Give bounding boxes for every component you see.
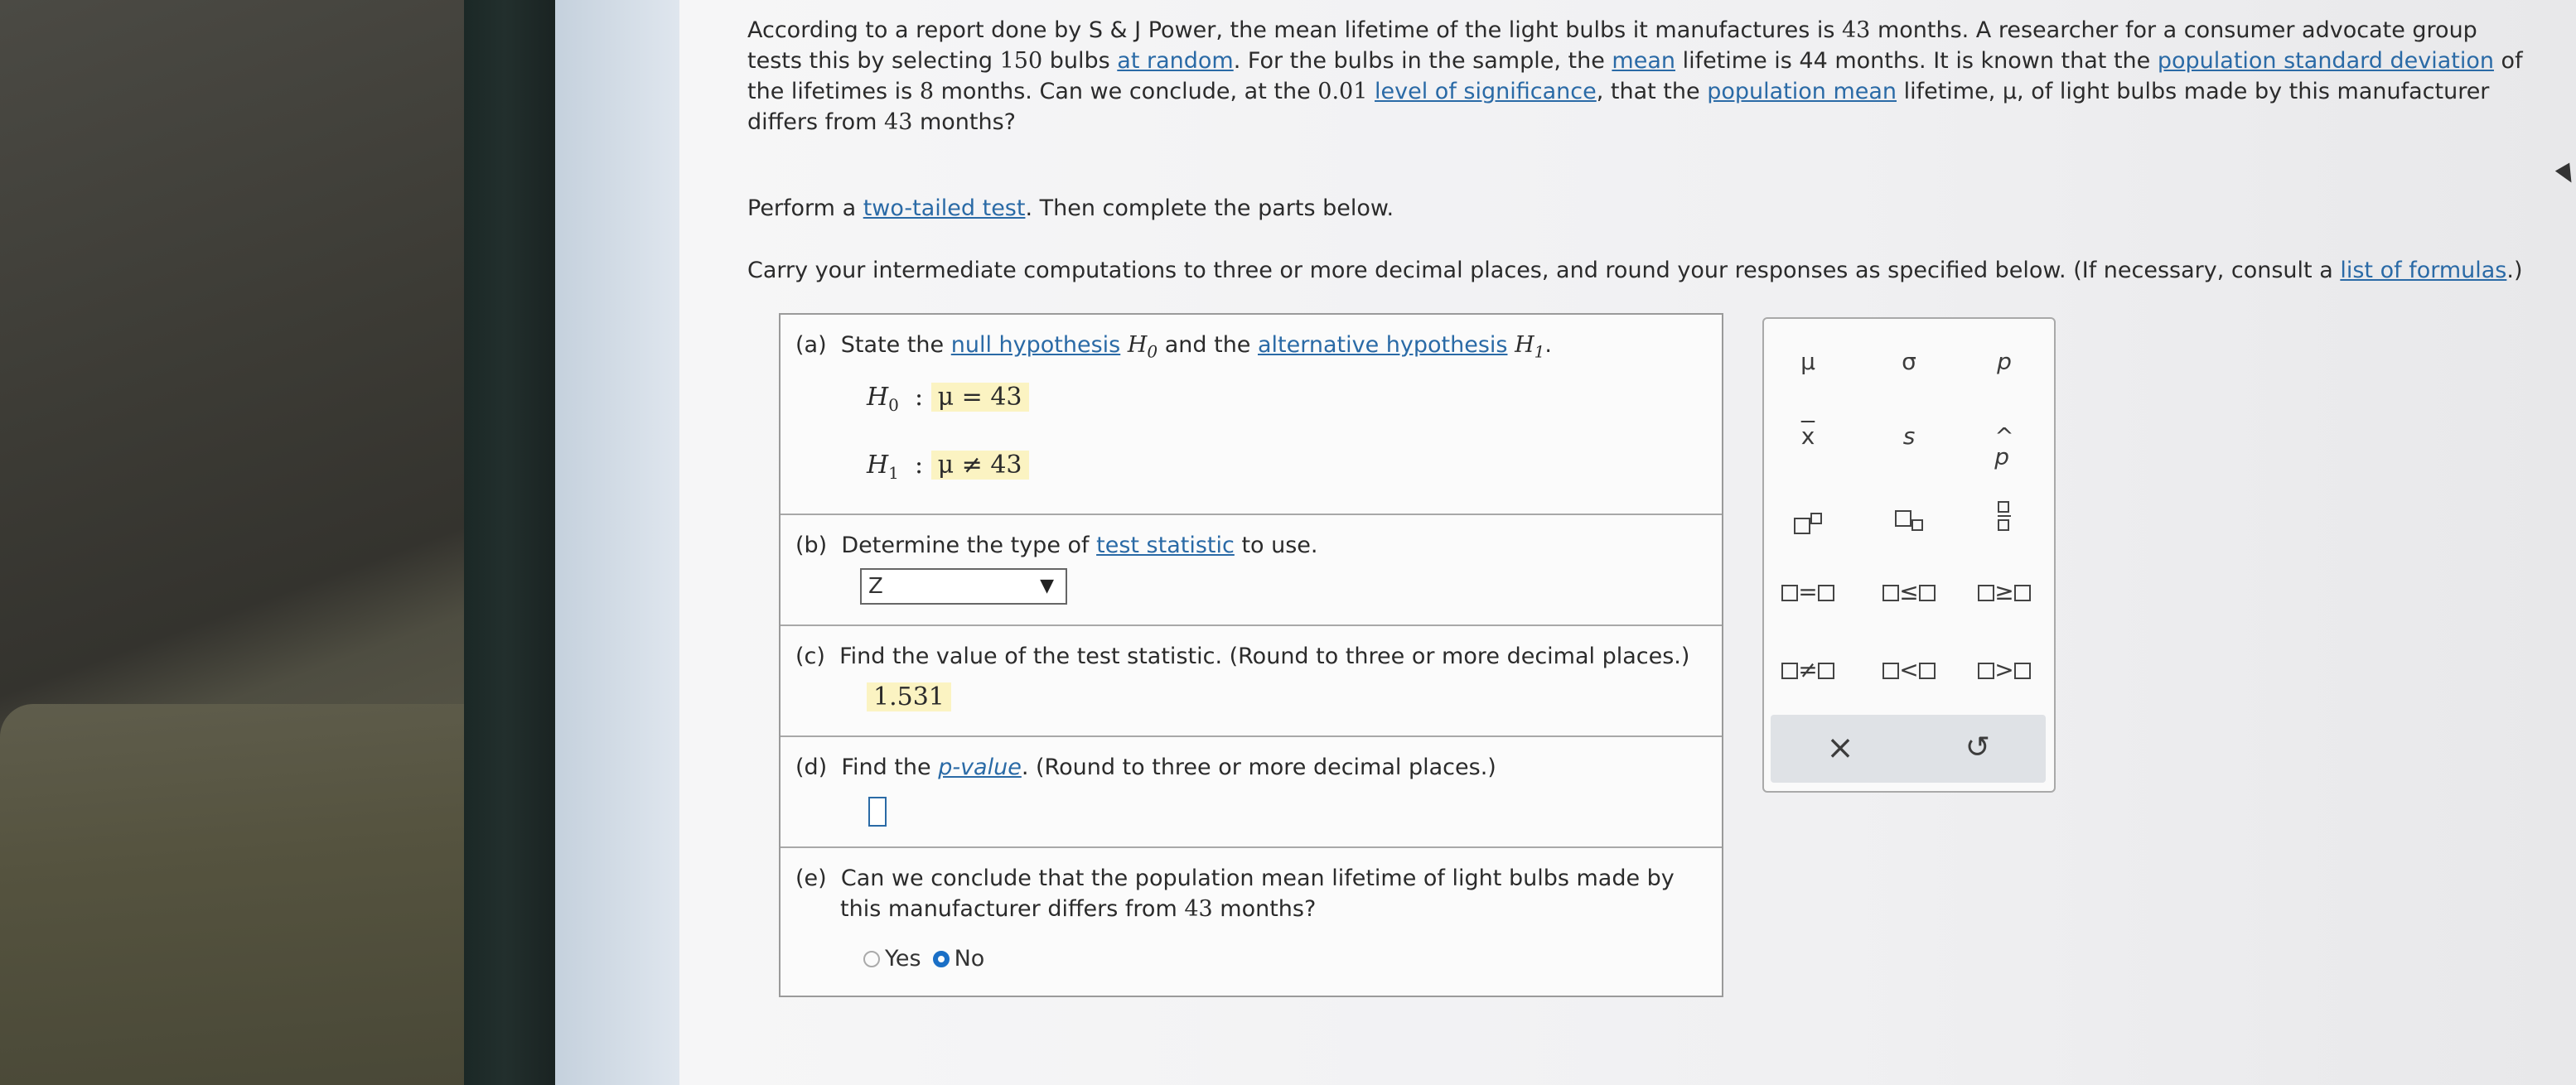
h1-value[interactable]: μ ≠ 43 bbox=[931, 451, 1029, 480]
alternative-hypothesis-answer[interactable]: $H_1$ : μ ≠ 43 bbox=[867, 451, 1029, 483]
part-d-question: (d) Find the p-value. (Round to three or more decimal places.) bbox=[795, 755, 1496, 780]
superscript-button[interactable] bbox=[1766, 493, 1849, 542]
test-statistic-select[interactable]: Z ▼ bbox=[860, 568, 1067, 605]
undo-icon[interactable]: ↺ bbox=[1965, 731, 1991, 764]
screen-margin bbox=[555, 0, 679, 1085]
link-null-hypothesis[interactable]: null hypothesis bbox=[950, 332, 1121, 358]
less-equal-button[interactable]: ≤ bbox=[1868, 567, 1950, 617]
answer-box bbox=[779, 313, 1723, 997]
link-level-of-significance[interactable]: level of significance bbox=[1375, 79, 1597, 104]
palette-action-bar bbox=[1771, 715, 2046, 783]
radio-yes-label[interactable]: Yes bbox=[885, 946, 921, 972]
mu-button[interactable]: μ bbox=[1800, 348, 1815, 375]
link-two-tailed-test[interactable]: two-tailed test bbox=[863, 195, 1026, 221]
radio-no[interactable] bbox=[933, 951, 950, 967]
part-a-question: (a) State the null hypothesis $H_0$ and the alternative hypothesis $H_1$. bbox=[795, 332, 1552, 362]
instruction-carry: Carry your intermediate computations to three or more decimal places, and round your responses as specified below. (If necessary, consult a list of formulas.) bbox=[747, 258, 2523, 283]
link-alternative-hypothesis[interactable]: alternative hypothesis bbox=[1258, 332, 1508, 358]
part-b bbox=[781, 515, 1722, 626]
background-photo-fold bbox=[0, 704, 497, 1085]
problem-statement: According to a report done by S & J Power, the mean lifetime of the light bulbs it manufactures is 43 months. A researcher for a consumer advocate group tests this by selecting 150 bulbs at random. For the bulbs in the sample, the mean lifetime is 44 months. It is known that the population standard deviation of the lifetimes is 8 months. Can we conclude, at the 0.01 level of significance, that the population mean lifetime, μ, of light bulbs made by this manufacturer differs from 43 months? bbox=[747, 17, 2523, 135]
fraction-button[interactable] bbox=[1963, 493, 2046, 542]
sigma-button[interactable]: σ bbox=[1902, 348, 1916, 375]
instruction-perform: Perform a two-tailed test. Then complete the parts below. bbox=[747, 195, 1394, 221]
subscript-button[interactable] bbox=[1868, 493, 1950, 542]
part-e-question: (e) Can we conclude that the population mean lifetime of light bulbs made by this manufacturer differs from 43 months? bbox=[795, 866, 1675, 922]
link-at-random[interactable]: at random bbox=[1117, 48, 1234, 74]
less-than-button[interactable]: < bbox=[1868, 645, 1950, 695]
greater-than-button[interactable]: > bbox=[1963, 645, 2046, 695]
symbol-palette bbox=[1762, 317, 2056, 793]
link-mean[interactable]: mean bbox=[1612, 48, 1675, 74]
test-statistic-input[interactable]: 1.531 bbox=[867, 682, 951, 711]
link-test-statistic[interactable]: test statistic bbox=[1096, 533, 1235, 558]
part-c-question: (c) Find the value of the test statistic. (Round to three or more decimal places.) bbox=[795, 644, 1690, 669]
radio-no-label[interactable]: No bbox=[954, 946, 985, 972]
part-e bbox=[781, 848, 1722, 994]
p-button[interactable]: p bbox=[1997, 348, 2012, 375]
link-p-value[interactable]: p-value bbox=[938, 755, 1022, 780]
equals-button[interactable]: = bbox=[1766, 567, 1849, 617]
not-equal-button[interactable]: ≠ bbox=[1766, 645, 1849, 695]
link-list-of-formulas[interactable]: list of formulas bbox=[2340, 258, 2507, 283]
p-hat-button[interactable]: ^ p bbox=[1994, 422, 2014, 470]
dropdown-caret-icon: ▼ bbox=[1040, 576, 1054, 596]
conclusion-radio-group bbox=[863, 946, 984, 972]
part-c bbox=[781, 626, 1722, 737]
clear-icon[interactable]: × bbox=[1826, 729, 1854, 767]
part-a bbox=[781, 315, 1722, 515]
null-hypothesis-answer[interactable]: $H_0$ : μ = 43 bbox=[867, 383, 1029, 415]
part-d bbox=[781, 737, 1722, 848]
link-population-mean[interactable]: population mean bbox=[1707, 79, 1897, 104]
monitor-bezel bbox=[464, 0, 555, 1085]
link-population-standard-deviation[interactable]: population standard deviation bbox=[2157, 48, 2494, 74]
part-b-question: (b) Determine the type of test statistic to use. bbox=[795, 533, 1318, 558]
radio-yes[interactable] bbox=[863, 951, 880, 967]
p-value-input[interactable] bbox=[868, 797, 887, 827]
s-button[interactable]: s bbox=[1902, 422, 1916, 450]
greater-equal-button[interactable]: ≥ bbox=[1963, 567, 2046, 617]
h0-value[interactable]: μ = 43 bbox=[931, 383, 1029, 412]
x-bar-button[interactable]: $\overline{x}$ bbox=[1800, 422, 1815, 450]
